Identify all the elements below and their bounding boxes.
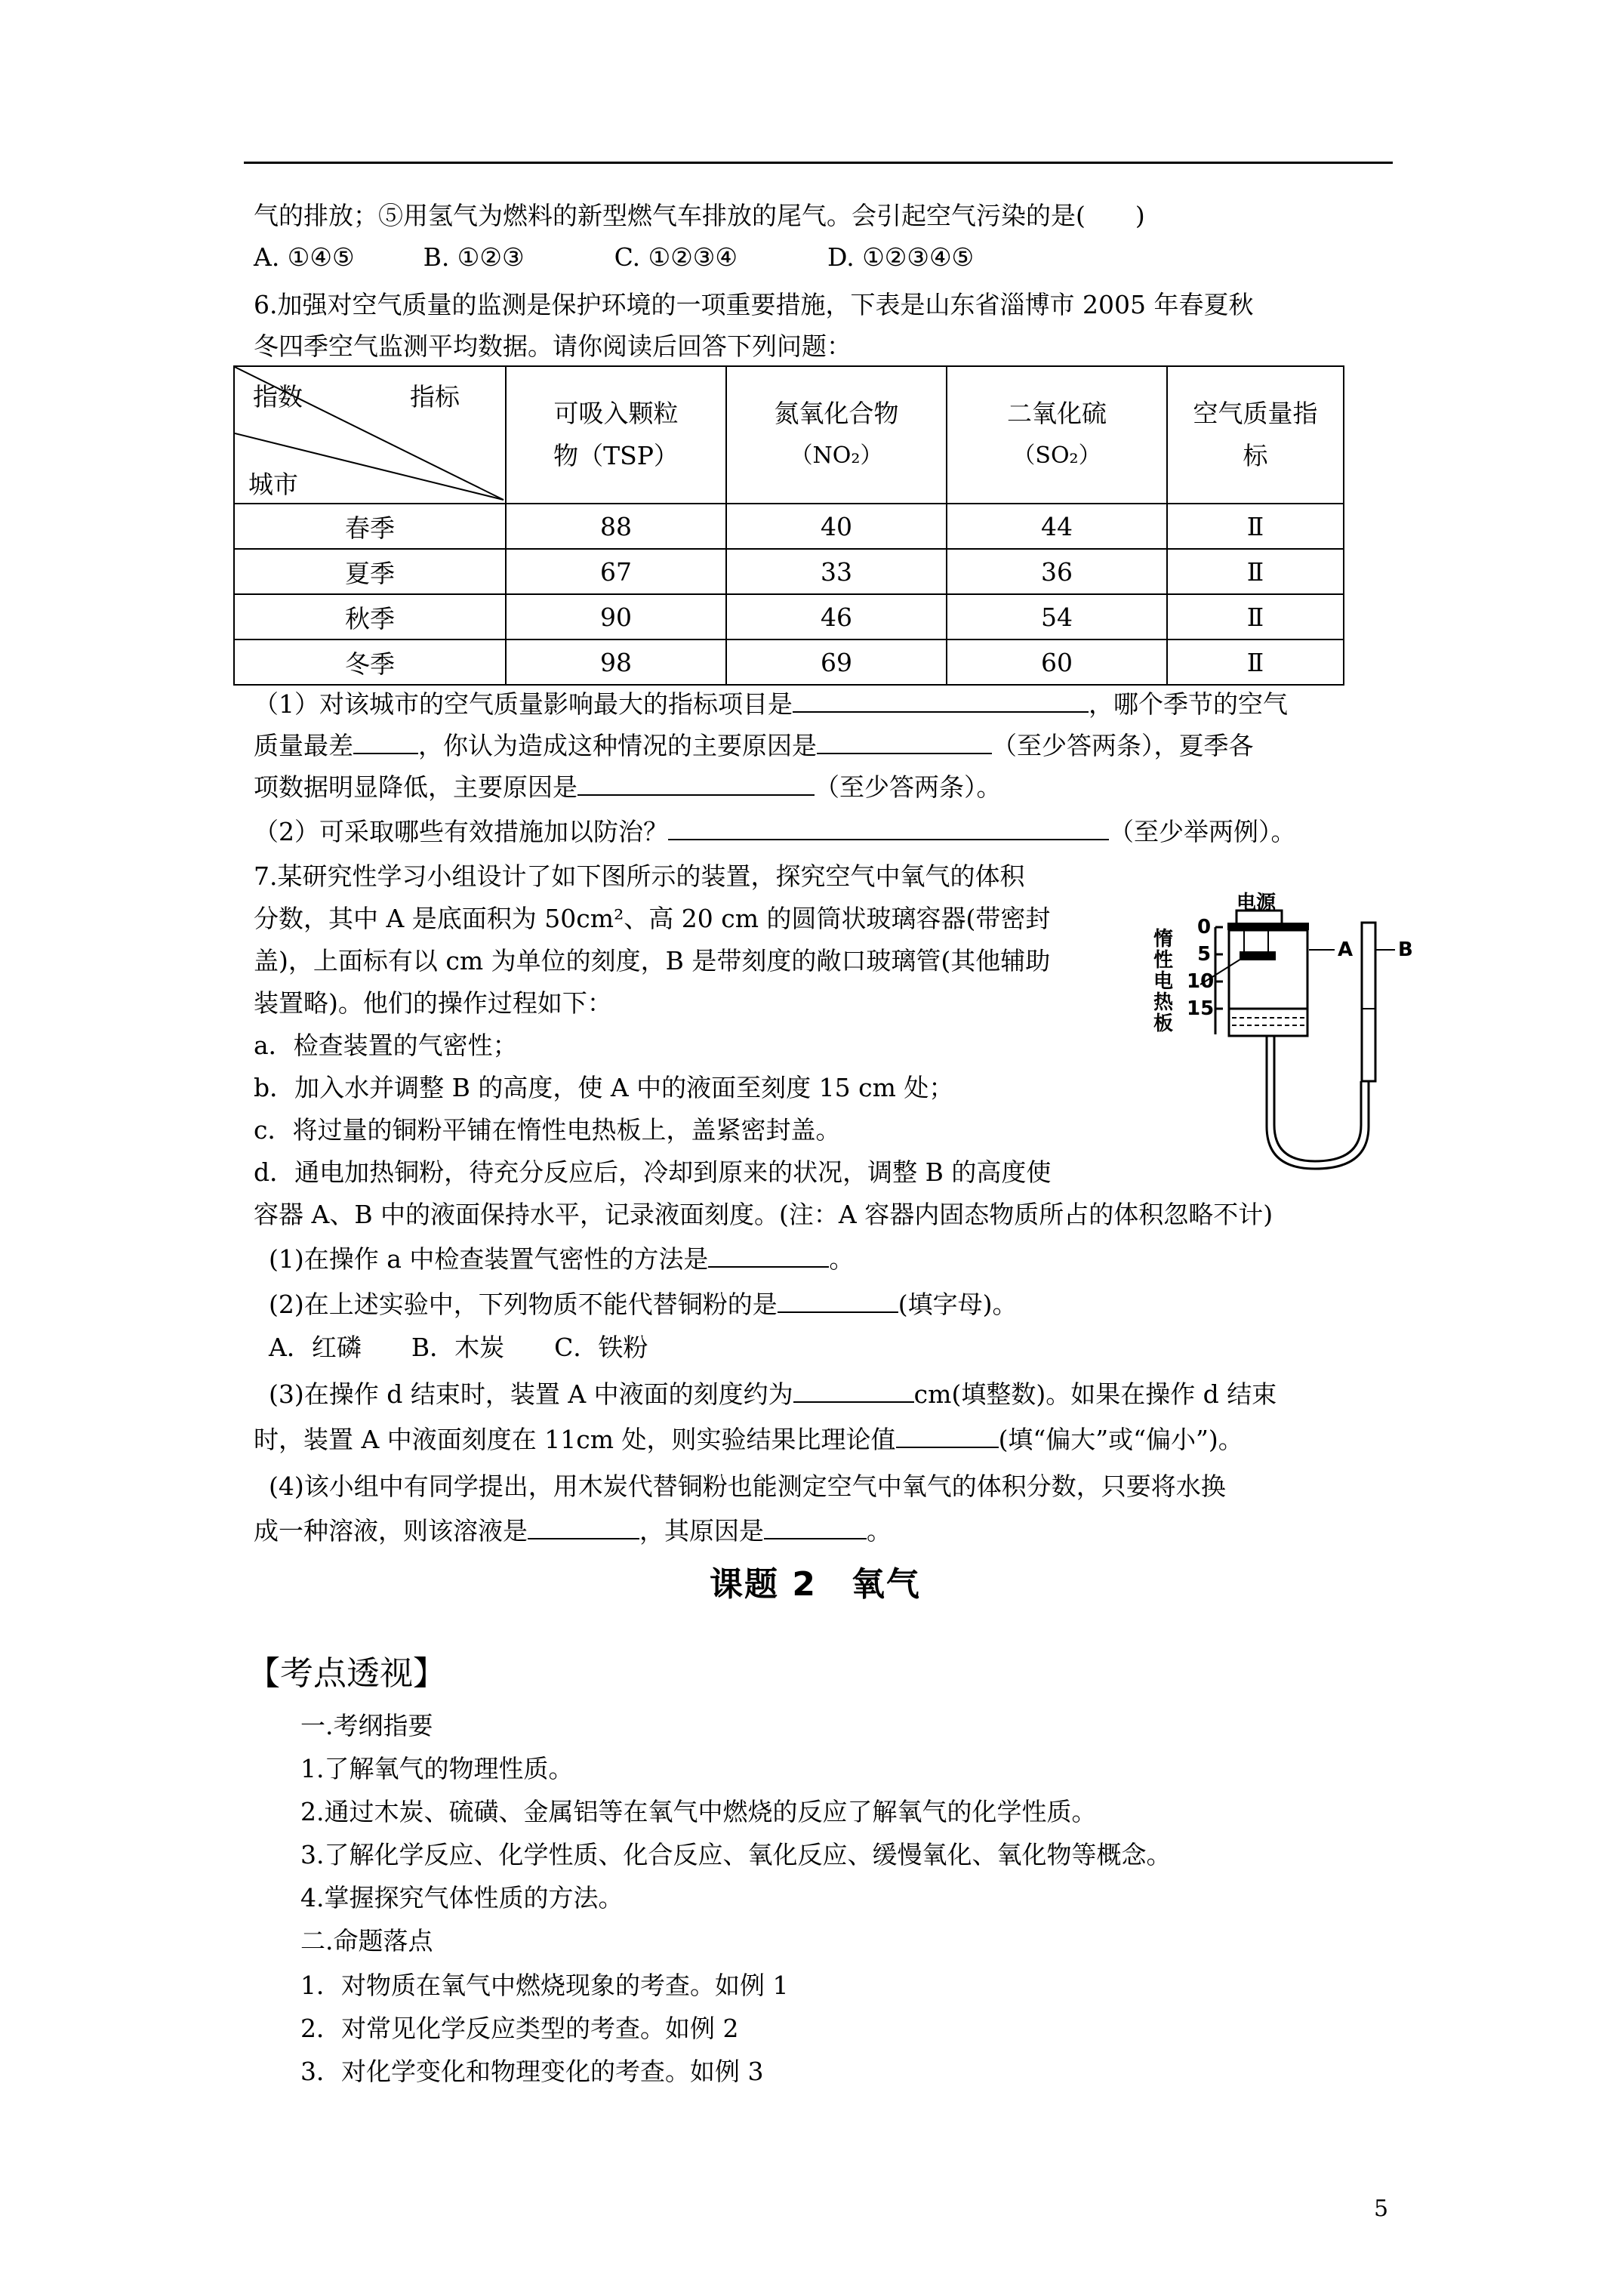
grade-cell: Ⅱ bbox=[1167, 549, 1344, 594]
answer-blank[interactable] bbox=[764, 1512, 867, 1539]
q5-option-c: C. ①②③④ bbox=[614, 242, 738, 272]
scale-15: 15 bbox=[1187, 997, 1215, 1020]
answer-blank[interactable] bbox=[577, 769, 815, 796]
outline-item: 1.了解氧气的物理性质。 bbox=[300, 1754, 574, 1783]
corner-label-indicator: 指标 bbox=[410, 382, 460, 411]
header-no2-line1: 氮氧化合物 bbox=[774, 399, 899, 428]
grade-cell: Ⅱ bbox=[1167, 639, 1344, 685]
q7-line2: 分数，其中 A 是底面积为 50cm²、高 20 cm 的圆筒状玻璃容器(带密封 bbox=[254, 904, 1051, 933]
apparatus-diagram bbox=[1153, 892, 1425, 1179]
q7-sub4-line1: (4)该小组中有同学提出，用木炭代替铜粉也能测定空气中氧气的体积分数，只要将水换 bbox=[269, 1472, 1226, 1501]
q5-option-d: D. ①②③④⑤ bbox=[827, 242, 975, 272]
tsp-cell: 98 bbox=[506, 639, 726, 685]
lesson-title: 课题 2 氧气 bbox=[710, 1565, 921, 1604]
outline-heading-1: 一.考纲指要 bbox=[300, 1711, 433, 1740]
outline-item: 1．对物质在氧气中燃烧现象的考查。如例 1 bbox=[300, 1971, 789, 2000]
q7-line1: 7.某研究性学习小组设计了如下图所示的装置，探究空气中氧气的体积 bbox=[254, 861, 1025, 891]
season-cell: 春季 bbox=[234, 504, 506, 549]
q6-part1-line1 bbox=[254, 686, 1288, 723]
scale-5: 5 bbox=[1197, 943, 1212, 966]
no2-cell: 69 bbox=[726, 639, 947, 685]
q7-sub4-text-b: 成一种溶液，则该溶液是 bbox=[254, 1516, 528, 1546]
q6-part1-line3 bbox=[254, 769, 1002, 806]
so2-cell: 60 bbox=[947, 639, 1167, 685]
q7-step-b: b．加入水并调整 B 的高度，使 A 中的液面至刻度 15 cm 处； bbox=[254, 1073, 954, 1102]
q5-options bbox=[254, 239, 974, 276]
q7-step-a: a．检查装置的气密性； bbox=[254, 1031, 518, 1060]
season-cell: 秋季 bbox=[234, 594, 506, 639]
air-quality-table bbox=[233, 365, 1344, 686]
label-a: A bbox=[1338, 938, 1354, 961]
q7-sub3-line1 bbox=[269, 1376, 1277, 1413]
header-no2 bbox=[726, 366, 947, 504]
q7-line4: 装置略)。他们的操作过程如下： bbox=[254, 988, 612, 1018]
q7-sub3-text-b: cm(填整数)。如果在操作 d 结束 bbox=[913, 1379, 1277, 1409]
q7-sub4-text-c: ，其原因是 bbox=[639, 1516, 764, 1546]
header-grade-line1: 空气质量指 bbox=[1193, 399, 1318, 428]
outline-item: 2．对常见化学反应类型的考查。如例 2 bbox=[300, 2014, 739, 2043]
answer-blank[interactable] bbox=[708, 1240, 829, 1268]
q7-sub2-end: (填字母)。 bbox=[898, 1290, 1018, 1319]
q7-sub4-text-d: 。 bbox=[867, 1516, 892, 1546]
table-row bbox=[234, 639, 1344, 685]
q7-sub2 bbox=[269, 1286, 1018, 1323]
no2-cell: 46 bbox=[726, 594, 947, 639]
q7-step-c: c．将过量的铜粉平铺在惰性电热板上，盖紧密封盖。 bbox=[254, 1115, 841, 1145]
q6-part1-text-b: ，哪个季节的空气 bbox=[1089, 689, 1288, 719]
corner-label-city: 城市 bbox=[248, 470, 298, 499]
answer-blank[interactable] bbox=[778, 1286, 898, 1313]
table-row bbox=[234, 504, 1344, 549]
header-so2-line2: （SO₂） bbox=[1012, 442, 1101, 469]
answer-blank[interactable] bbox=[817, 727, 992, 754]
header-tsp-line2: 物（TSP） bbox=[553, 441, 679, 470]
q5-option-b: B. ①②③ bbox=[423, 242, 525, 272]
q7-sub2-text: (2)在上述实验中，下列物质不能代替铜粉的是 bbox=[269, 1290, 778, 1319]
so2-cell: 44 bbox=[947, 504, 1167, 549]
answer-blank[interactable] bbox=[353, 727, 418, 754]
table-corner-cell bbox=[234, 366, 506, 504]
table-row bbox=[234, 549, 1344, 594]
grade-cell: Ⅱ bbox=[1167, 594, 1344, 639]
label-b: B bbox=[1398, 938, 1413, 961]
q6-part2-text-a: （2）可采取哪些有效措施加以防治？ bbox=[254, 817, 668, 846]
q7-sub3-text-c: 时，装置 A 中液面刻度在 11cm 处，则实验结果比理论值 bbox=[254, 1425, 896, 1454]
header-grade bbox=[1167, 366, 1344, 504]
outline-item: 4.掌握探究气体性质的方法。 bbox=[300, 1883, 624, 1912]
so2-cell: 54 bbox=[947, 594, 1167, 639]
q7-sub3-line2 bbox=[254, 1421, 1243, 1458]
power-label: 电源 bbox=[1236, 892, 1277, 914]
answer-blank[interactable] bbox=[793, 686, 1089, 713]
q5-option-a: A. ①④⑤ bbox=[254, 242, 355, 272]
q7-sub1-text: (1)在操作 a 中检查装置气密性的方法是 bbox=[269, 1244, 709, 1274]
grade-cell: Ⅱ bbox=[1167, 504, 1344, 549]
season-cell: 夏季 bbox=[234, 549, 506, 594]
q5-continuation: 气的排放；⑤用氢气为燃料的新型燃气车排放的尾气。会引起空气污染的是( ) bbox=[254, 201, 1145, 230]
section-title: 【考点透视】 bbox=[247, 1654, 446, 1693]
tsp-cell: 67 bbox=[506, 549, 726, 594]
q6-stem-line2: 冬四季空气监测平均数据。请你阅读后回答下列问题： bbox=[254, 331, 852, 361]
header-so2 bbox=[947, 366, 1167, 504]
header-tsp bbox=[506, 366, 726, 504]
q6-part1-line2 bbox=[254, 727, 1254, 764]
q7-sub1 bbox=[269, 1240, 854, 1277]
q6-part1-text-d: ，你认为造成这种情况的主要原因是 bbox=[418, 731, 817, 760]
q7-step-d-line2: 容器 A、B 中的液面保持水平，记录液面刻度。(注：A 容器内固态物质所占的体积忽略不计) bbox=[254, 1200, 1273, 1229]
header-so2-line1: 二氧化硫 bbox=[1007, 399, 1107, 428]
scale-0: 0 bbox=[1197, 916, 1212, 938]
outline-heading-2: 二.命题落点 bbox=[300, 1926, 433, 1955]
answer-blank[interactable] bbox=[793, 1376, 914, 1403]
tsp-cell: 88 bbox=[506, 504, 726, 549]
header-no2-line2: （NO₂） bbox=[790, 442, 883, 469]
q6-part1-text-f: 项数据明显降低，主要原因是 bbox=[254, 772, 577, 802]
q6-part1-text-a: （1）对该城市的空气质量影响最大的指标项目是 bbox=[254, 689, 793, 719]
q7-sub4-line2 bbox=[254, 1512, 892, 1549]
answer-blank[interactable] bbox=[896, 1421, 999, 1448]
q6-part1-text-e: （至少答两条），夏季各 bbox=[992, 731, 1254, 760]
answer-blank[interactable] bbox=[668, 813, 1109, 840]
no2-cell: 33 bbox=[726, 549, 947, 594]
header-grade-line2: 标 bbox=[1243, 441, 1268, 470]
q7-sub3-text-a: (3)在操作 d 结束时，装置 A 中液面的刻度约为 bbox=[269, 1379, 793, 1409]
q6-part2-text-b: （至少举两例）。 bbox=[1109, 817, 1296, 846]
q7-sub1-end: 。 bbox=[829, 1244, 855, 1274]
q6-part1-text-g: （至少答两条）。 bbox=[815, 772, 1002, 802]
plate-label: 惰性电热板 bbox=[1153, 928, 1174, 1035]
page-number: 5 bbox=[1374, 2196, 1389, 2222]
q7-step-d-line1: d．通电加热铜粉，待充分反应后，冷却到原来的状况，调整 B 的高度使 bbox=[254, 1157, 1052, 1187]
header-rule bbox=[244, 162, 1393, 164]
answer-blank[interactable] bbox=[528, 1512, 639, 1539]
q7-line3: 盖)，上面标有以 cm 为单位的刻度，B 是带刻度的敞口玻璃管(其他辅助 bbox=[254, 946, 1051, 975]
header-tsp-line1: 可吸入颗粒 bbox=[553, 399, 679, 428]
scale-10: 10 bbox=[1187, 970, 1215, 993]
q6-part2-line bbox=[254, 813, 1296, 850]
q6-part1-text-c: 质量最差 bbox=[254, 731, 353, 760]
apparatus-drawing bbox=[1153, 900, 1425, 1179]
no2-cell: 40 bbox=[726, 504, 947, 549]
table-header-row bbox=[234, 366, 1344, 504]
season-cell: 冬季 bbox=[234, 639, 506, 685]
q7-sub3-text-d: (填“偏大”或“偏小”)。 bbox=[998, 1425, 1243, 1454]
q6-stem-line1: 6.加强对空气质量的监测是保护环境的一项重要措施，下表是山东省淄博市 2005 年春夏秋 bbox=[254, 290, 1254, 319]
outline-item: 3．对化学变化和物理变化的考查。如例 3 bbox=[300, 2057, 764, 2086]
table-row bbox=[234, 594, 1344, 639]
outline-item: 2.通过木炭、硫磺、金属铝等在氧气中燃烧的反应了解氧气的化学性质。 bbox=[300, 1797, 1097, 1826]
outline-item: 3.了解化学反应、化学性质、化合反应、氧化反应、缓慢氧化、氧化物等概念。 bbox=[300, 1840, 1172, 1869]
so2-cell: 36 bbox=[947, 549, 1167, 594]
q7-sub2-options: A．红磷 B．木炭 C．铁粉 bbox=[269, 1333, 648, 1362]
corner-label-index: 指数 bbox=[253, 382, 303, 411]
tsp-cell: 90 bbox=[506, 594, 726, 639]
